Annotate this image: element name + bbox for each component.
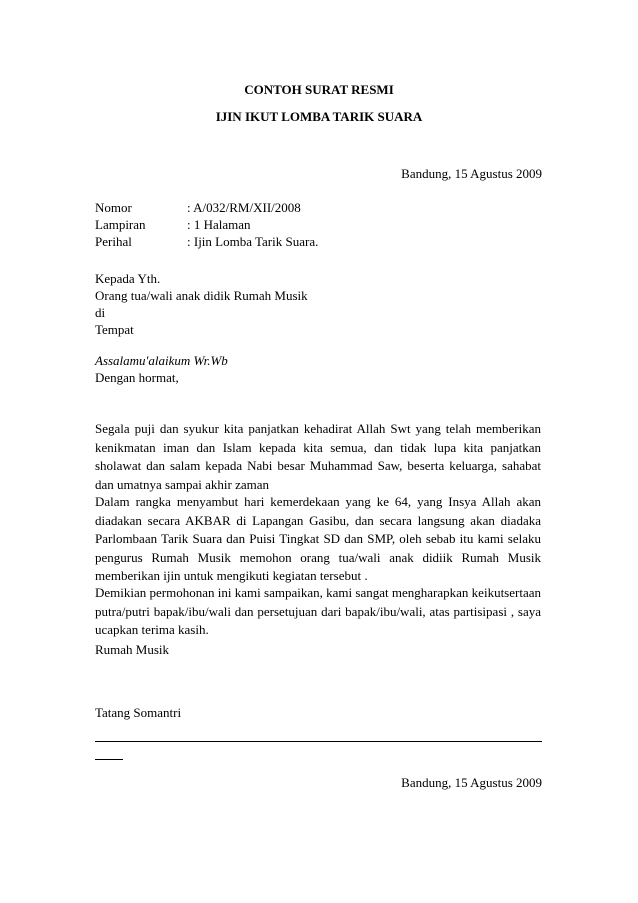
meta-label-perihal: Perihal [95,234,132,249]
paragraph-2-line: pengurus Rumah Musik memohon orang tua/wali anak didiik Rumah Musik [95,549,541,565]
paragraph-3-line: putra/putri bapak/ibu/wali dan persetujuan dari bapak/ibu/wali, atas partisipasi , saya [95,603,541,619]
recipient-line-3: di [95,305,106,320]
meta-label-nomor: Nomor [95,200,132,215]
greeting-salam: Assalamu'alaikum Wr.Wb [95,353,228,368]
paragraph-1-line: sholawat dan salam kepada Nabi besar Muhammad Saw, beserta keluarga, sahabat [95,458,541,473]
paragraph-1-line: kenikmatan iman dan Islam kepada kita semua, dan tidak lupa kita panjatkan [95,439,541,455]
separator-line-short [95,759,123,760]
recipient-line-1: Kepada Yth. [95,271,161,286]
meta-value-nomor: : A/032/RM/XII/2008 [187,200,301,215]
paragraph-3-line: Demikian permohonan ini kami sampaikan, kami sangat mengharapkan keikutsertaan [95,585,541,600]
closing-org: Rumah Musik [95,642,170,657]
paragraph-2-line: Parlombaan Tarik Suara dan Puisi Tingkat SD dan SMP, oleh sebab itu kami selaku [95,531,541,546]
paragraph-2-line: memberikan ijin untuk mengikuti kegiatan tersebut . [95,568,368,583]
meta-value-perihal: : Ijin Lomba Tarik Suara. [187,234,319,249]
meta-label-lampiran: Lampiran [95,217,146,232]
recipient-line-4: Tempat [95,322,134,337]
closing-signer: Tatang Somantri [95,705,182,720]
paragraph-2-line: Dalam rangka menyambut hari kemerdekaan yang ke 64, yang Insya Allah akan [95,494,541,509]
paragraph-2 [95,493,541,586]
date-bottom: Bandung, 15 Agustus 2009 [401,775,542,790]
paragraph-3-line: ucapkan terima kasih. [95,622,209,637]
paragraph-1-line: dan umatnya sampai akhir zaman [95,476,269,492]
meta-value-lampiran: : 1 Halaman [187,217,251,232]
paragraph-1-line: Segala puji dan syukur kita panjatkan kehadirat Allah Swt yang telah memberikan [95,421,541,436]
separator-line [95,741,542,742]
paragraph-2-line: diadakan secara AKBAR di Lapangan Gasibu, dan secara langsung akan diadaka [95,512,541,528]
letter-title: CONTOH SURAT RESMI [244,82,394,97]
letter-subtitle: IJIN IKUT LOMBA TARIK SUARA [215,109,423,124]
date-top: Bandung, 15 Agustus 2009 [401,166,542,181]
recipient-line-2: Orang tua/wali anak didik Rumah Musik [95,288,308,303]
paragraph-3 [95,584,541,640]
paragraph-1 [95,420,541,494]
greeting-hormat: Dengan hormat, [95,370,179,385]
